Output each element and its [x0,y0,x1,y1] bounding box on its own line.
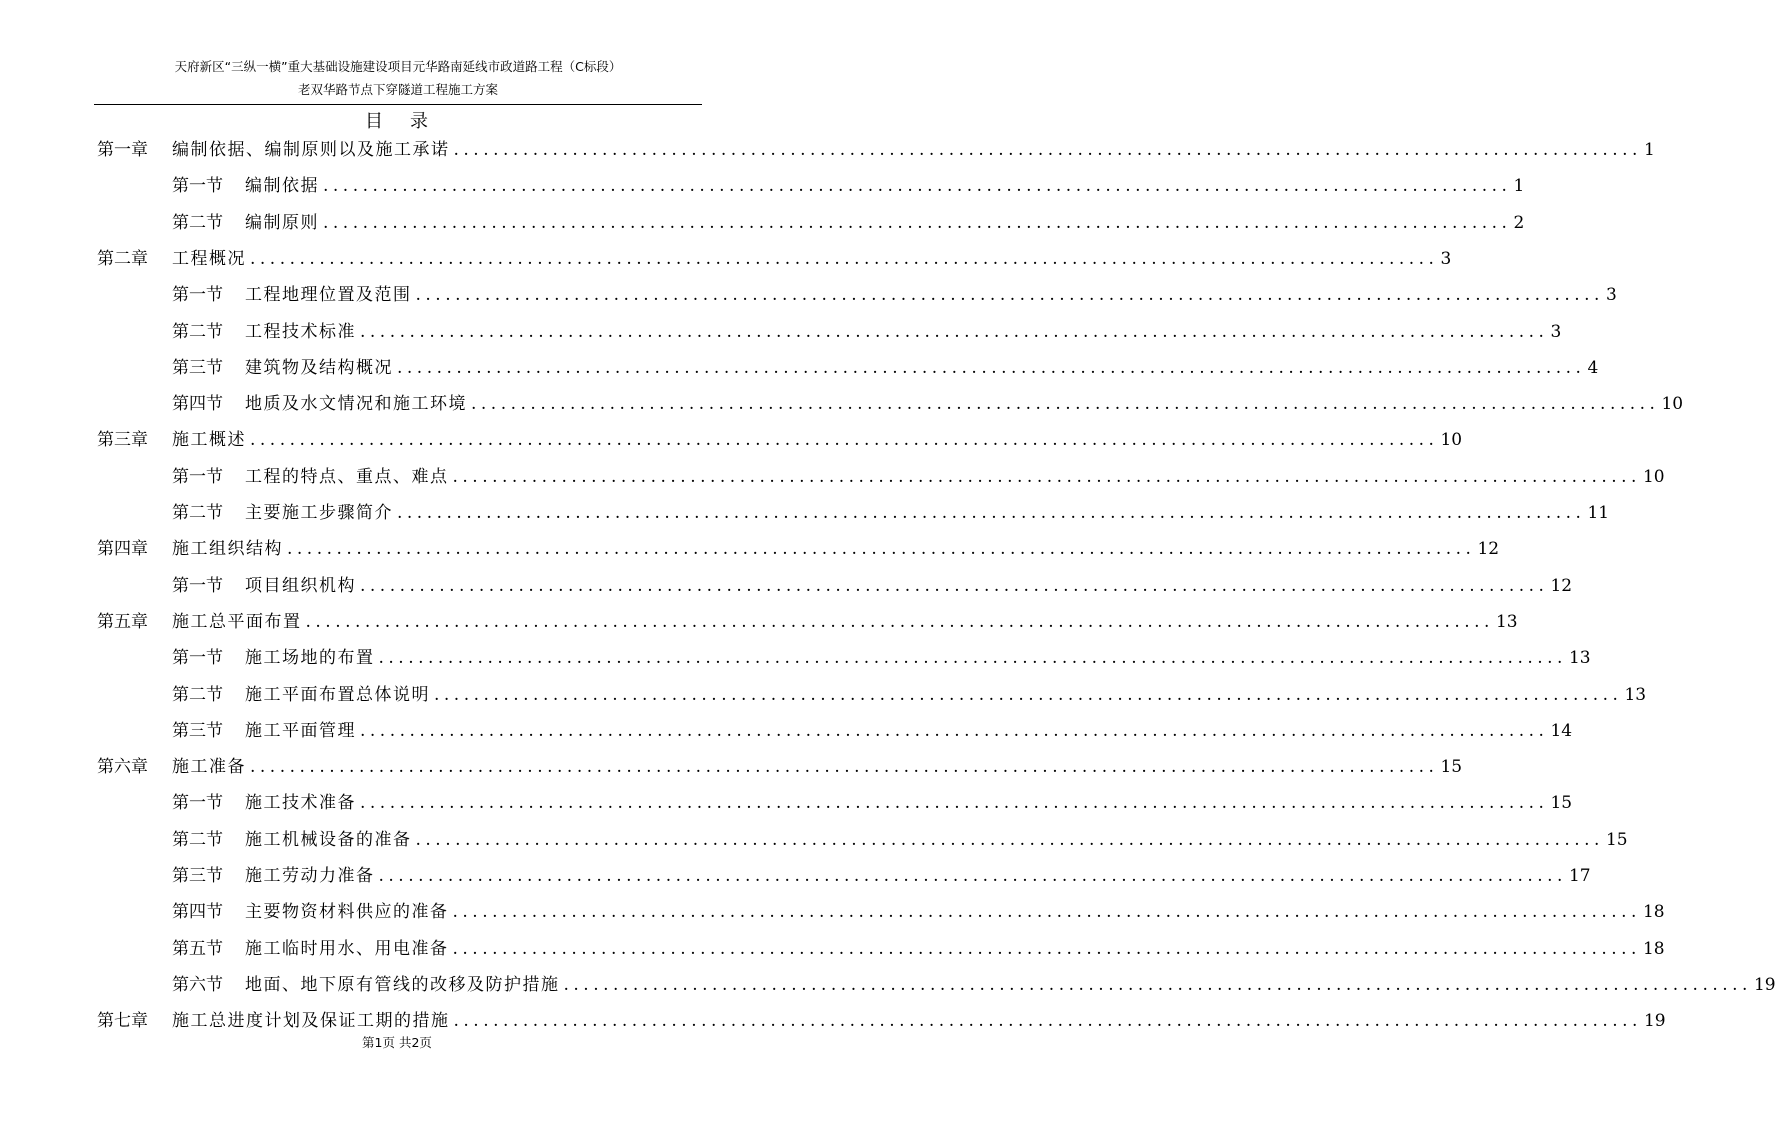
toc-page-number: 1 [1513,176,1525,197]
document-header-title: 天府新区“三纵一横”重大基础设施建设项目元华路南延线市政道路工程（C标段） [174,59,622,74]
toc-page-number: 14 [1550,720,1573,741]
toc-page-number: 11 [1587,503,1610,523]
toc-entry-title: 施工组织结构 [172,539,283,560]
toc-entry-line [245,386,1684,422]
toc-dot-leader: ........................................................................................................................ [434,684,1623,705]
toc-entry-title: 工程概况 [172,248,246,269]
toc-entry-number: 第二节 [172,684,223,705]
toc-entry-number: 第一节 [172,466,223,487]
toc-entry-line [245,350,1599,386]
toc-entry-number: 第二节 [172,321,223,342]
toc-dot-leader: ........................................................................................................................ [323,212,1512,233]
toc-title-char-1: 目 [365,111,384,132]
toc-entry-title: 施工技术准备 [245,793,356,814]
toc-entry-title: 编制依据 [245,176,319,197]
toc-entry-number: 第三节 [172,357,223,378]
toc-dot-leader: ........................................................................................................................ [415,829,1604,850]
toc-section-entry[interactable] [0,568,1573,604]
toc-page-number: 1 [1643,140,1655,160]
toc-dot-leader: ........................................................................................................................ [360,575,1549,596]
toc-dot-leader: ........................................................................................................................ [415,285,1604,306]
toc-section-entry[interactable] [0,277,1617,313]
toc-page-number: 19 [1753,974,1776,995]
toc-chapter-entry[interactable] [0,422,1463,458]
toc-dot-leader: ........................................................................................................................ [453,1011,1642,1032]
toc-section-entry[interactable] [0,858,1591,894]
toc-page-number: 10 [1661,394,1684,415]
toc-entry-line [245,822,1628,858]
toc-entry-title: 施工平面管理 [245,720,356,741]
toc-section-entry[interactable] [0,894,1665,930]
toc-chapter-entry[interactable] [0,241,1452,277]
toc-entry-number: 第一节 [172,285,223,306]
toc-chapter-entry[interactable] [0,132,1655,168]
toc-dot-leader: ........................................................................................................................ [397,503,1586,523]
toc-section-entry[interactable] [0,785,1573,821]
toc-section-entry[interactable] [0,713,1573,749]
toc-entry-number: 第一节 [172,575,223,596]
toc-dot-leader: ........................................................................................................................ [378,866,1567,886]
toc-page-number: 15 [1605,829,1628,850]
toc-entry-title: 项目组织机构 [245,575,356,596]
toc-section-entry[interactable] [0,822,1628,858]
toc-entry-title: 地质及水文情况和施工环境 [245,394,467,415]
toc-entry-number: 第二节 [172,212,223,233]
toc-entry-number: 第七章 [97,1011,148,1032]
toc-dot-leader: ........................................................................................................................ [452,938,1641,959]
toc-entry-title: 编制原则 [245,212,319,233]
toc-entry-line [245,677,1647,713]
toc-entry-number: 第二节 [172,503,223,523]
toc-page-number: 3 [1440,248,1452,269]
toc-page-number: 15 [1550,793,1573,814]
document-header-subtitle: 老双华路节点下穿隧道工程施工方案 [297,82,498,97]
toc-entry-title: 主要物资材料供应的准备 [245,902,449,923]
toc-section-entry[interactable] [0,495,1610,531]
toc-entry-title: 施工劳动力准备 [245,866,375,886]
toc-entry-number: 第二节 [172,829,223,850]
toc-dot-leader: ........................................................................................................................ [471,394,1660,415]
toc-entry-number: 第一节 [172,648,223,669]
toc-dot-leader: ........................................................................................................................ [360,720,1549,741]
toc-entry-number: 第一节 [172,176,223,197]
toc-section-entry[interactable] [0,931,1665,967]
toc-entry-title: 施工准备 [172,757,246,778]
toc-entry-number: 第三章 [97,430,148,451]
toc-dot-leader: ........................................................................................................................ [378,648,1567,669]
toc-section-entry[interactable] [0,314,1562,350]
toc-title [0,107,794,133]
toc-entry-line [245,785,1573,821]
toc-entry-number: 第四节 [172,902,223,923]
toc-dot-leader: ........................................................................................................................ [250,757,1439,778]
toc-entry-number: 第一节 [172,793,223,814]
toc-page-number: 15 [1440,757,1463,778]
toc-entry-line [172,531,1500,567]
toc-entry-title: 工程的特点、重点、难点 [245,466,449,487]
toc-dot-leader: ........................................................................................................................ [250,430,1439,451]
toc-entry-title: 施工场地的布置 [245,648,375,669]
toc-page-number: 10 [1642,466,1665,487]
toc-entry-number: 第五章 [97,611,148,632]
toc-page-number: 3 [1605,285,1617,306]
toc-entry-title: 施工临时用水、用电准备 [245,938,449,959]
toc-chapter-entry[interactable] [0,604,1518,640]
toc-dot-leader: ........................................................................................................................ [397,357,1586,378]
toc-section-entry[interactable] [0,168,1525,204]
toc-section-entry[interactable] [0,205,1525,241]
toc-section-entry[interactable] [0,967,1776,1003]
toc-entry-number: 第五节 [172,938,223,959]
toc-entry-number: 第三节 [172,720,223,741]
toc-page-number: 13 [1568,648,1591,669]
toc-dot-leader: ........................................................................................................................ [287,539,1476,560]
toc-entry-title: 建筑物及结构概况 [245,357,393,378]
toc-page-number: 13 [1495,611,1518,632]
toc-entry-line [245,967,1776,1003]
toc-entry-line [245,894,1665,930]
toc-entry-title: 施工总进度计划及保证工期的措施 [172,1011,450,1032]
toc-title-char-2: 录 [410,111,429,132]
toc-section-entry[interactable] [0,640,1591,676]
toc-entry-line [245,931,1665,967]
toc-dot-leader: ........................................................................................................................ [323,176,1512,197]
toc-page-number: 13 [1624,684,1647,705]
toc-entry-title: 施工平面布置总体说明 [245,684,430,705]
toc-page-number: 12 [1550,575,1573,596]
toc-section-entry[interactable] [0,459,1665,495]
toc-page-number: 18 [1642,902,1665,923]
toc-entry-number: 第一章 [97,140,148,160]
toc-entry-line [245,205,1525,241]
toc-page-number: 17 [1568,866,1591,886]
toc-entry-number: 第六章 [97,757,148,778]
toc-entry-line [245,713,1573,749]
toc-entry-title: 施工总平面布置 [172,611,302,632]
toc-entry-line [245,314,1562,350]
toc-chapter-entry[interactable] [0,531,1500,567]
toc-dot-leader: ........................................................................................................................ [563,974,1752,995]
toc-chapter-entry[interactable] [0,749,1463,785]
toc-page-number: 19 [1643,1011,1666,1032]
toc-entry-line [172,422,1463,458]
toc-entry-title: 地面、地下原有管线的改移及防护措施 [245,974,560,995]
toc-dot-leader: ........................................................................................................................ [360,321,1549,342]
toc-section-entry[interactable] [0,677,1647,713]
toc-entry-line [172,241,1452,277]
toc-entry-line [245,168,1525,204]
toc-entry-line [172,749,1463,785]
toc-entry-number: 第四章 [97,539,148,560]
toc-entry-line [172,132,1655,168]
page-footer: 第1页 共2页 [362,1035,432,1050]
toc-entry-line [245,568,1573,604]
toc-section-entry[interactable] [0,386,1684,422]
toc-entry-line [245,640,1591,676]
toc-dot-leader: ........................................................................................................................ [452,902,1641,923]
toc-entry-line [245,459,1665,495]
toc-entry-title: 编制依据、编制原则以及施工承诺 [172,140,450,160]
toc-entry-line [245,495,1610,531]
header-rule [94,104,702,105]
toc-page-number: 10 [1440,430,1463,451]
toc-dot-leader: ........................................................................................................................ [360,793,1549,814]
toc-dot-leader: ........................................................................................................................ [305,611,1494,632]
toc-entry-number: 第三节 [172,866,223,886]
toc-entry-title: 主要施工步骤简介 [245,503,393,523]
toc-entry-line [245,858,1591,894]
toc-page-number: 12 [1477,539,1500,560]
toc-page-number: 3 [1550,321,1562,342]
toc-dot-leader: ........................................................................................................................ [452,466,1641,487]
toc-page-number: 18 [1642,938,1665,959]
toc-page-number: 4 [1587,357,1599,378]
toc-entry-number: 第四节 [172,394,223,415]
toc-entry-number: 第二章 [97,248,148,269]
toc-section-entry[interactable] [0,350,1599,386]
toc-entry-number: 第六节 [172,974,223,995]
toc-dot-leader: ........................................................................................................................ [250,248,1439,269]
toc-entry-title: 工程地理位置及范围 [245,285,412,306]
toc-entry-title: 施工机械设备的准备 [245,829,412,850]
toc-entry-line [172,604,1518,640]
toc-entry-line [245,277,1617,313]
toc-dot-leader: ........................................................................................................................ [453,140,1642,160]
toc-entry-title: 工程技术标准 [245,321,356,342]
toc-entry-title: 施工概述 [172,430,246,451]
toc-page-number: 2 [1513,212,1525,233]
